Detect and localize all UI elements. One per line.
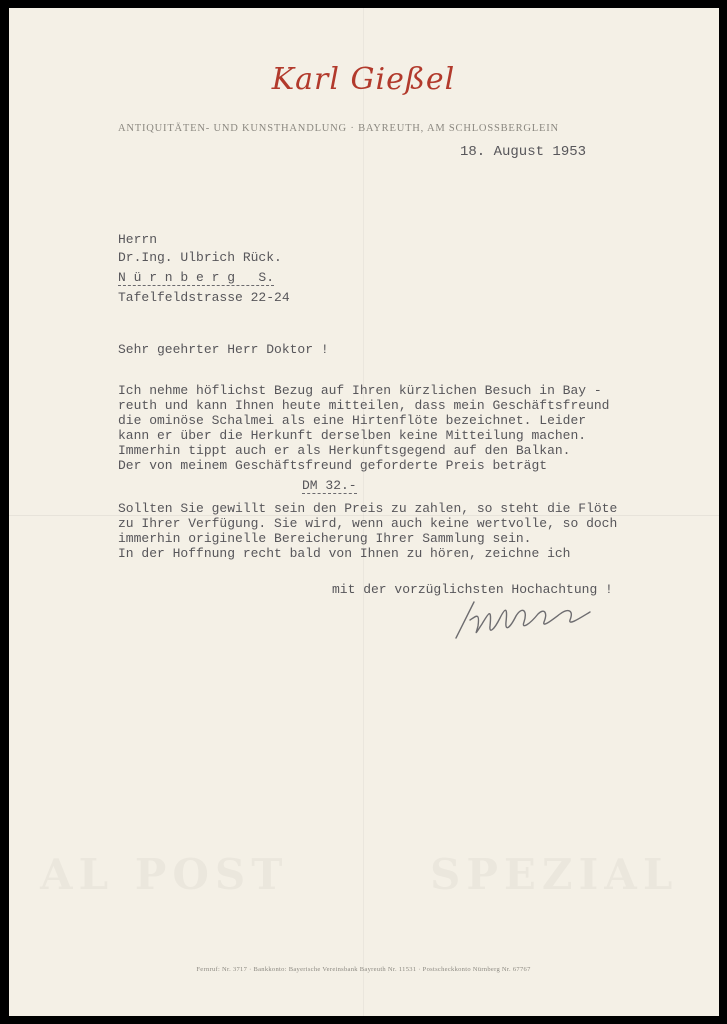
recipient-name: Dr.Ing. Ulbrich Rück. — [118, 250, 282, 265]
signature — [448, 596, 598, 644]
closing: mit der vorzüglichsten Hochachtung ! — [332, 582, 613, 597]
paragraph-line: immerhin originelle Bereicherung Ihrer Sammlung sein. — [118, 531, 532, 546]
recipient-street: Tafelfeldstrasse 22-24 — [118, 290, 290, 305]
paragraph-line: zu Ihrer Verfügung. Sie wird, wenn auch keine wertvolle, so doch — [118, 516, 618, 531]
price: DM 32.- — [302, 478, 357, 493]
letterhead-logo: Karl Gießel — [271, 62, 456, 97]
watermark-right — [430, 850, 678, 899]
watermark-left — [40, 850, 289, 899]
recipient-salutation: Herrn — [118, 232, 158, 247]
paragraph-line: Ich nehme höflichst Bezug auf Ihren kürzlichen Besuch in Bay - — [118, 383, 602, 398]
greeting: Sehr geehrter Herr Doktor ! — [118, 342, 329, 357]
paragraph-line: Sollten Sie gewillt sein den Preis zu zahlen, so steht die Flöte — [118, 501, 618, 516]
paragraph-line: kann er über die Herkunft derselben keine Mitteilung machen. — [118, 428, 587, 443]
paragraph-line: reuth und kann Ihnen heute mitteilen, dass mein Geschäftsfreund — [118, 398, 610, 413]
paragraph-line: In der Hoffnung recht bald von Ihnen zu hören, zeichne ich — [118, 546, 571, 561]
letter-date: 18. August 1953 — [460, 144, 587, 160]
paragraph-line: Immerhin tippt auch er als Herkunftsgegend auf den Balkan. — [118, 443, 571, 458]
paragraph-line: die ominöse Schalmei als eine Hirtenflöte bezeichnet. Leider — [118, 413, 587, 428]
letterhead-footer: Fernruf: Nr. 3717 · Bankkonto: Bayerische Vereinsbank Bayreuth Nr. 11531 · Postscheckkonto Nürnberg Nr. 67767 — [196, 966, 531, 973]
recipient-city: N ü r n b e r g S. — [118, 270, 275, 285]
letterhead-business: ANTIQUITÄTEN- UND KUNSTHANDLUNG · BAYREUTH, AM SCHLOSSBERGLEIN — [118, 123, 559, 134]
paragraph-line: Der von meinem Geschäftsfreund geforderte Preis beträgt — [118, 458, 548, 473]
